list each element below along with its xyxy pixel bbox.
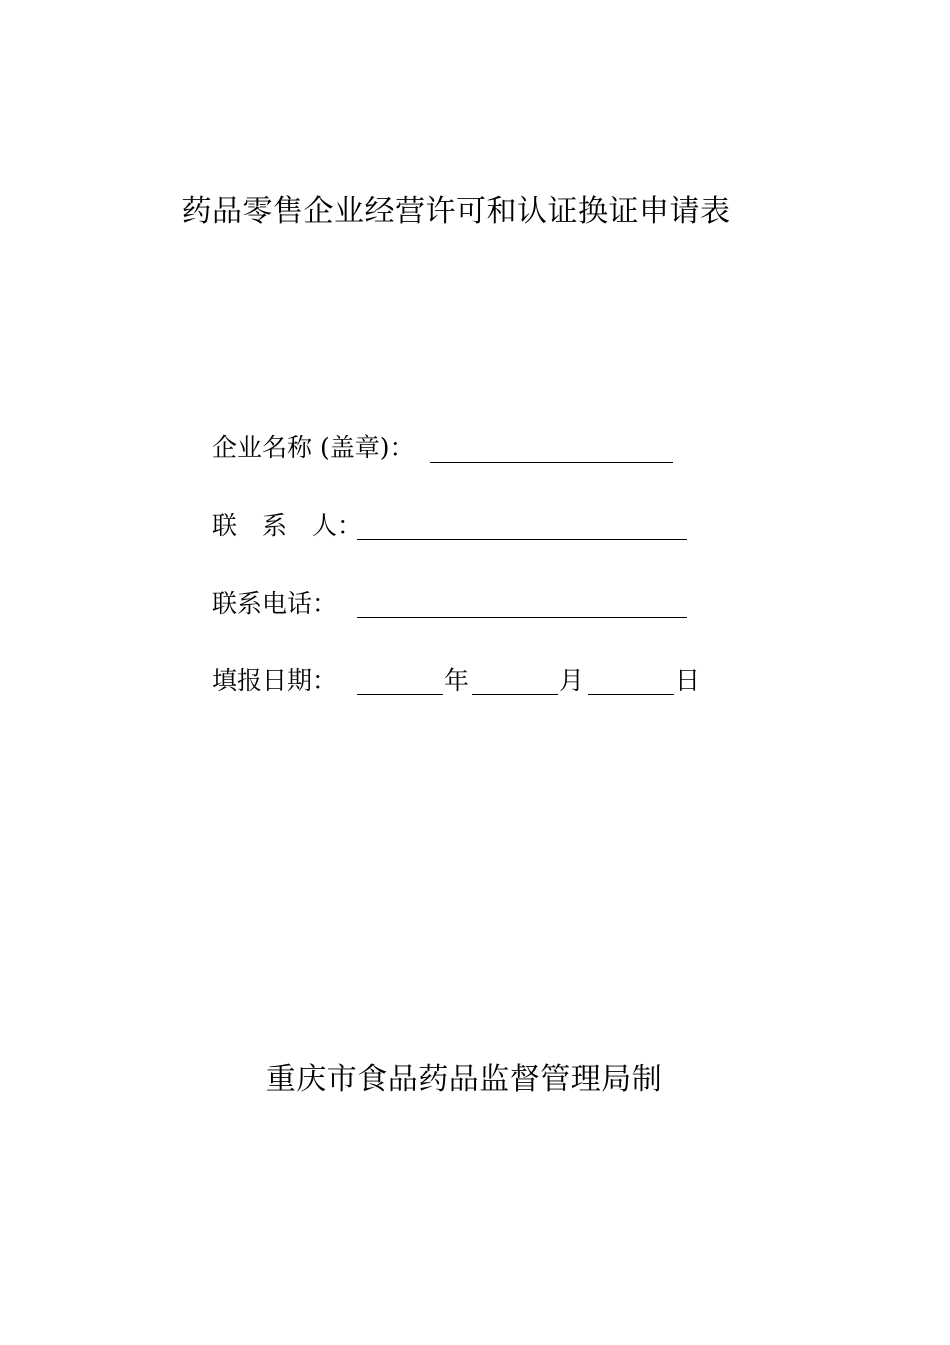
contact-person-row bbox=[212, 508, 692, 548]
contact-phone-label: 联系电话： bbox=[212, 589, 338, 618]
company-name-row bbox=[212, 430, 692, 470]
month-line[interactable] bbox=[472, 694, 558, 695]
year-line[interactable] bbox=[357, 694, 443, 695]
fill-date-row bbox=[212, 663, 712, 703]
fill-date-label: 填报日期： bbox=[212, 666, 338, 695]
contact-person-label: 联 系 人： bbox=[212, 511, 363, 540]
day-line[interactable] bbox=[588, 694, 674, 695]
day-unit: 日 bbox=[675, 666, 701, 695]
contact-phone-row bbox=[212, 586, 692, 626]
company-name-line[interactable] bbox=[430, 462, 673, 463]
month-unit: 月 bbox=[559, 666, 585, 695]
company-name-label: 企业名称 (盖章)： bbox=[212, 433, 415, 462]
year-unit: 年 bbox=[444, 666, 470, 695]
page-title: 药品零售企业经营许可和认证换证申请表 bbox=[181, 194, 731, 229]
issuer-footer: 重庆市食品药品监督管理局制 bbox=[265, 1062, 663, 1097]
contact-phone-line[interactable] bbox=[357, 617, 687, 618]
contact-person-line[interactable] bbox=[357, 539, 687, 540]
